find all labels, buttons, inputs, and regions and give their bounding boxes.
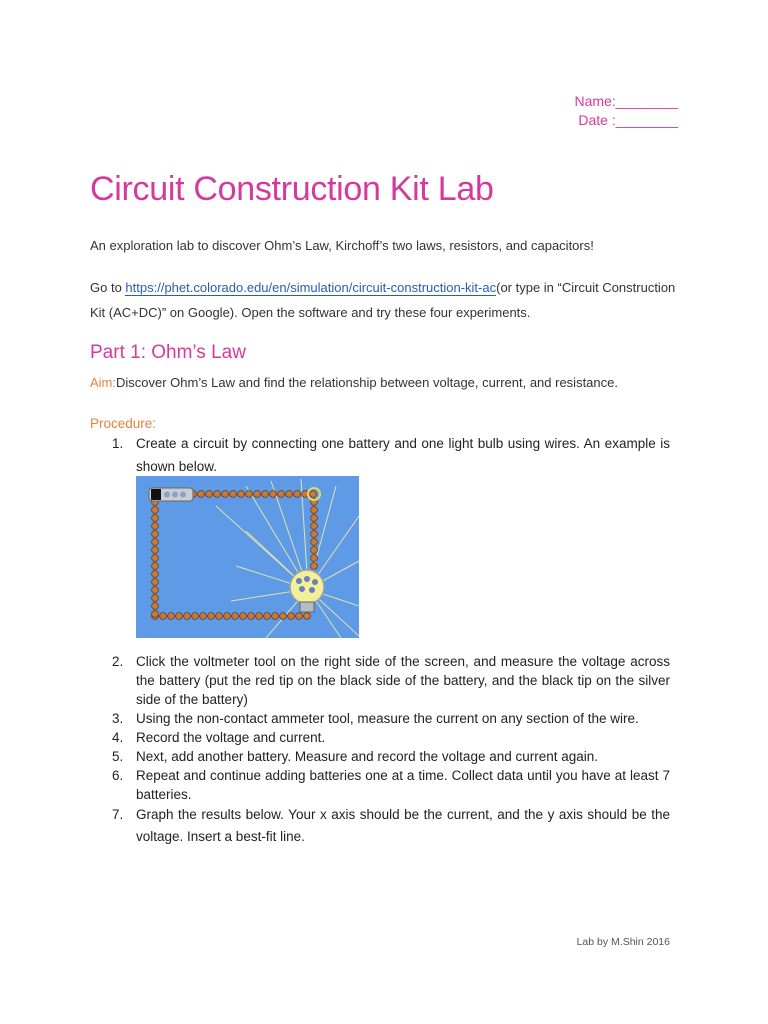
list-item	[90, 766, 670, 804]
goto-suffix: (or type in “Circuit Construction Kit (AC+DC)” on Google). Open the software and try these four experiments.	[90, 280, 676, 320]
wire-bead	[280, 613, 287, 620]
wire-bead	[262, 491, 269, 498]
wire-bead	[152, 523, 159, 530]
wire-bead	[192, 613, 199, 620]
wire-bead	[152, 539, 159, 546]
step-text: Using the non-contact ammeter tool, measure the current on any section of the wire.	[136, 711, 639, 726]
wire-bead	[232, 613, 239, 620]
wire-bead	[238, 491, 245, 498]
wire-bead	[230, 491, 237, 498]
list-item	[90, 728, 670, 747]
wire-bead	[198, 491, 205, 498]
wire-bead	[184, 613, 191, 620]
list-item	[90, 709, 670, 728]
wire-bead	[246, 491, 253, 498]
wire-bead	[270, 491, 277, 498]
wire-bead	[240, 613, 247, 620]
wire-bead	[288, 613, 295, 620]
list-item	[90, 747, 670, 766]
wire-bead	[206, 491, 213, 498]
wire-bead	[311, 523, 318, 530]
intro-text: An exploration lab to discover Ohm’s Law, Kirchoff’s two laws, resistors, and capacitors!	[90, 238, 594, 253]
wire-bead	[222, 491, 229, 498]
list-item	[90, 432, 670, 478]
wire-bead	[311, 539, 318, 546]
wire-bead	[176, 613, 183, 620]
wire-bead	[152, 555, 159, 562]
wire-bead	[168, 613, 175, 620]
step-number: 2.	[112, 654, 124, 669]
step-text: Create a circuit by connecting one battery and one light bulb using wires. An example is shown below.	[136, 436, 670, 474]
wire-bead	[152, 515, 159, 522]
step-text: Click the voltmeter tool on the right side of the screen, and measure the voltage across the battery (put the red tip on the black side of the battery, and the black tip on the silver side of the battery)	[136, 654, 670, 707]
footer-credit: Lab by M.Shin 2016	[576, 936, 670, 948]
step-text: Next, add another battery. Measure and record the voltage and current again.	[136, 749, 599, 764]
step-text: Repeat and continue adding batteries one at a time. Collect data until you have at least 7 batteries.	[136, 768, 670, 802]
circuit-example-image	[136, 476, 359, 638]
goto-prefix: Go to	[90, 280, 126, 295]
step-number: 4.	[112, 730, 124, 745]
name-line: Name:________	[574, 93, 678, 109]
step-number: 5.	[112, 749, 124, 764]
wire-bead	[152, 611, 159, 618]
step-number: 3.	[112, 711, 124, 726]
wire-bead	[311, 531, 318, 538]
list-item	[90, 652, 670, 709]
wire-bead	[152, 595, 159, 602]
wire-bead	[160, 613, 167, 620]
step-text: Graph the results below. Your x axis should be the current, and the y axis should be the voltage. Insert a best-fit line.	[136, 807, 670, 844]
wire-bead	[152, 579, 159, 586]
wire-bead	[248, 613, 255, 620]
aim-line	[90, 375, 618, 390]
wire-bead	[224, 613, 231, 620]
wire-bead	[152, 587, 159, 594]
wire-bead	[311, 555, 318, 562]
name-date-block	[574, 92, 678, 130]
wire-bead	[278, 491, 285, 498]
wire-bead	[286, 491, 293, 498]
wire-bead	[208, 613, 215, 620]
aim-text: Discover Ohm’s Law and find the relationship between voltage, current, and resistance.	[116, 375, 618, 390]
procedure-label: Procedure:	[90, 416, 157, 431]
wire-bead	[152, 531, 159, 538]
date-line: Date :________	[578, 112, 678, 128]
wire-bead	[256, 613, 263, 620]
list-item	[90, 804, 670, 848]
step-text: Record the voltage and current.	[136, 730, 326, 745]
wire-bead	[152, 571, 159, 578]
wire-bead	[311, 563, 318, 570]
wire-bead	[296, 613, 303, 620]
part1-title: Part 1: Ohm’s Law	[90, 342, 246, 363]
wire-bead	[304, 613, 311, 620]
wire-bead	[214, 491, 221, 498]
step-number: 7.	[112, 807, 124, 822]
wire-bead	[272, 613, 279, 620]
wire-bead	[152, 603, 159, 610]
phet-link[interactable]: https://phet.colorado.edu/en/simulation/circuit-construction-kit-ac	[125, 280, 497, 295]
wire-bead	[310, 491, 317, 498]
step-number: 1.	[112, 436, 124, 451]
wire-bead	[152, 507, 159, 514]
wire-bead	[294, 491, 301, 498]
wire-bead	[152, 547, 159, 554]
battery-icon	[149, 488, 193, 501]
page-title: Circuit Construction Kit Lab	[90, 170, 494, 208]
wire-bead	[311, 507, 318, 514]
step-number: 6.	[112, 768, 124, 783]
circuit-illustration	[136, 476, 359, 638]
goto-paragraph	[90, 275, 680, 325]
wire-bead	[311, 515, 318, 522]
wire-bead	[152, 563, 159, 570]
wire-bead	[200, 613, 207, 620]
wire-bead	[311, 547, 318, 554]
wire-bead	[254, 491, 261, 498]
wire-bead	[264, 613, 271, 620]
wire-bead	[216, 613, 223, 620]
aim-label: Aim:	[90, 375, 116, 390]
